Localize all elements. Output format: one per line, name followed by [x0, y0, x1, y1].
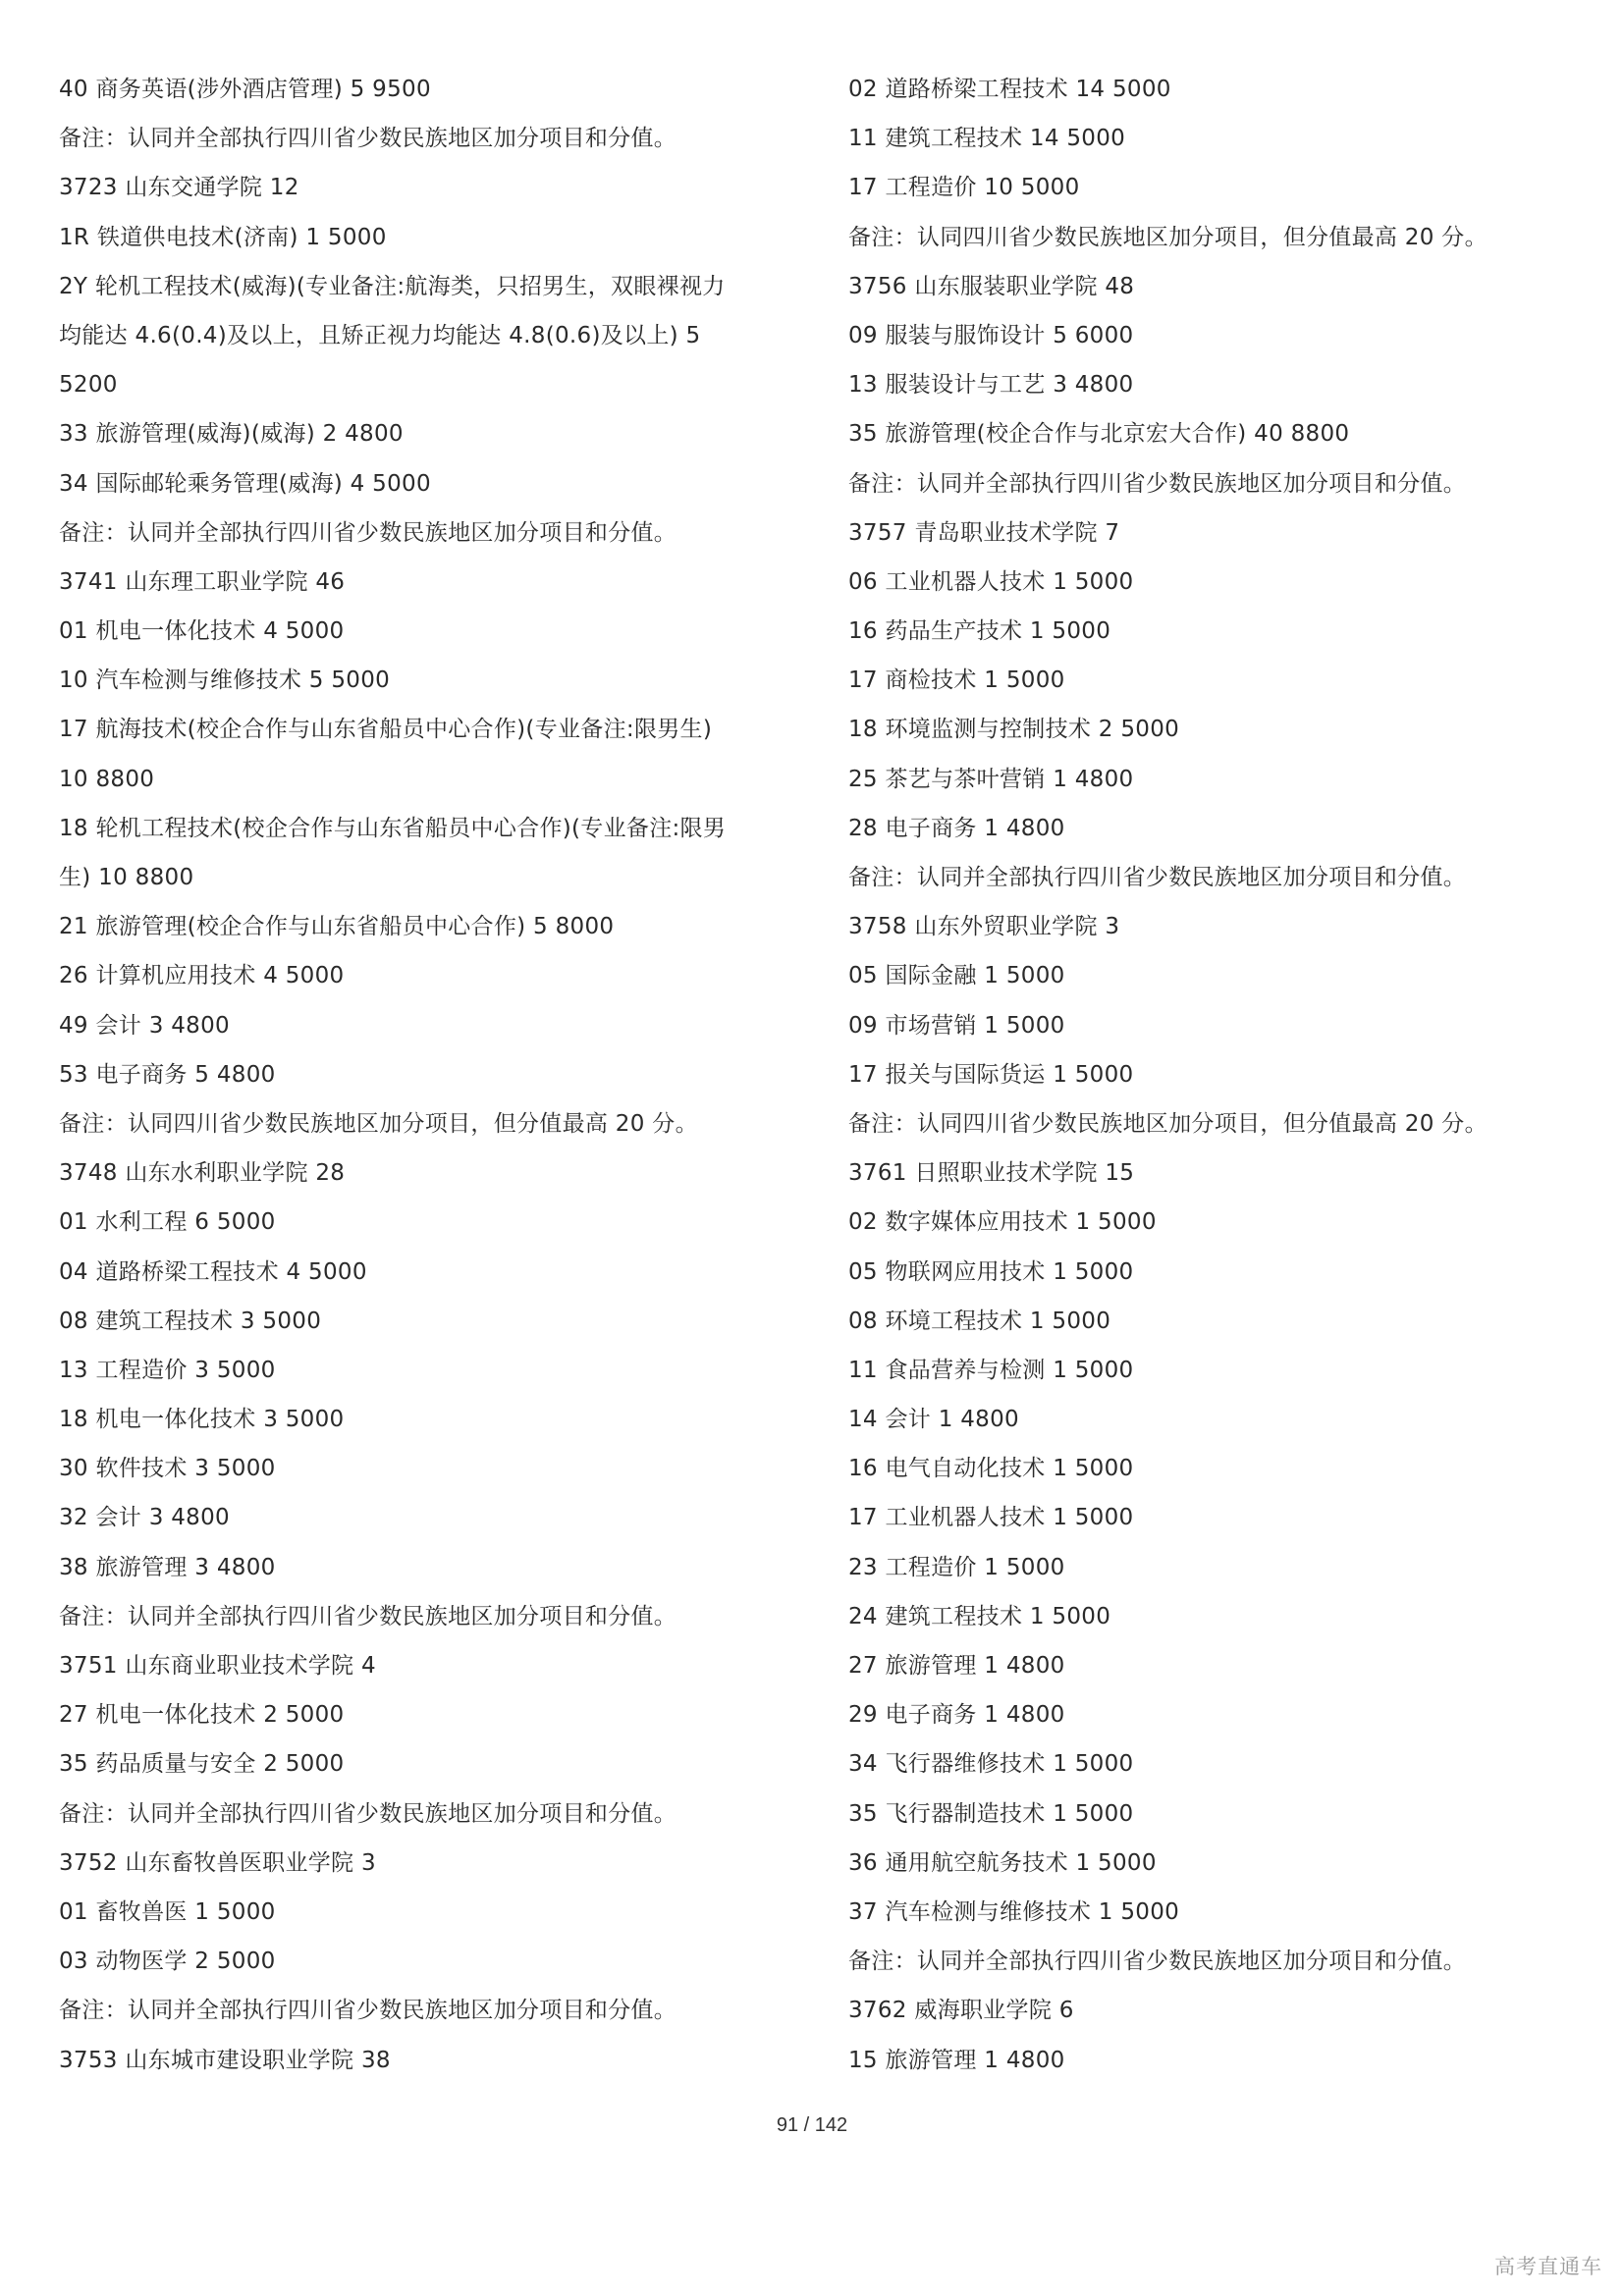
- text-line: 26 计算机应用技术 4 5000: [59, 963, 345, 989]
- text-line: 01 机电一体化技术 4 5000: [59, 618, 345, 645]
- text-line: 备注：认同并全部执行四川省少数民族地区加分项目和分值。: [848, 865, 1467, 890]
- text-line: 35 旅游管理(校企合作与北京宏大合作) 40 8800: [848, 421, 1350, 448]
- text-line: 02 道路桥梁工程技术 14 5000: [848, 77, 1171, 102]
- text-line: 36 通用航空航务技术 1 5000: [848, 1849, 1157, 1876]
- text-line: 15 旅游管理 1 4800: [848, 2047, 1065, 2073]
- text-line: 01 水利工程 6 5000: [59, 1209, 276, 1236]
- text-line: 08 环境工程技术 1 5000: [848, 1308, 1111, 1334]
- text-line: 17 商检技术 1 5000: [848, 667, 1065, 694]
- text-line: 05 国际金融 1 5000: [848, 963, 1065, 989]
- text-line: 备注：认同并全部执行四川省少数民族地区加分项目和分值。: [848, 1949, 1467, 1975]
- text-line: 3761 日照职业技术学院 15: [848, 1160, 1135, 1187]
- text-line: 18 机电一体化技术 3 5000: [59, 1407, 345, 1433]
- text-line: 备注：认同四川省少数民族地区加分项目，但分值最高 20 分。: [59, 1110, 698, 1137]
- text-line: 备注：认同并全部执行四川省少数民族地区加分项目和分值。: [848, 470, 1467, 497]
- text-line: 3758 山东外贸职业学院 3: [848, 914, 1120, 940]
- text-line: 09 服装与服饰设计 5 6000: [848, 322, 1134, 348]
- text-line: 30 软件技术 3 5000: [59, 1456, 276, 1482]
- text-line: 3753 山东城市建设职业学院 38: [59, 2047, 391, 2073]
- text-line: 10 8800: [59, 766, 155, 792]
- text-line: 35 飞行器制造技术 1 5000: [848, 1800, 1134, 1827]
- text-line: 13 服装设计与工艺 3 4800: [848, 372, 1134, 399]
- text-line: 18 环境监测与控制技术 2 5000: [848, 717, 1180, 743]
- text-line: 3752 山东畜牧兽医职业学院 3: [59, 1849, 376, 1876]
- text-line: 10 汽车检测与维修技术 5 5000: [59, 667, 391, 694]
- page-number: 91 / 142: [776, 2114, 848, 2136]
- text-line: 18 轮机工程技术(校企合作与山东省船员中心合作)(专业备注:限男: [59, 815, 727, 841]
- text-line: 16 药品生产技术 1 5000: [848, 618, 1111, 645]
- text-line: 备注：认同并全部执行四川省少数民族地区加分项目和分值。: [59, 1800, 677, 1827]
- text-line: 3762 威海职业学院 6: [848, 1998, 1074, 2024]
- text-line: 16 电气自动化技术 1 5000: [848, 1456, 1134, 1482]
- text-line: 37 汽车检测与维修技术 1 5000: [848, 1898, 1180, 1925]
- text-line: 23 工程造价 1 5000: [848, 1554, 1065, 1580]
- text-line: 34 国际邮轮乘务管理(威海) 4 5000: [59, 470, 431, 497]
- text-line: 03 动物医学 2 5000: [59, 1949, 276, 1975]
- text-line: 24 建筑工程技术 1 5000: [848, 1603, 1111, 1629]
- text-line: 27 旅游管理 1 4800: [848, 1653, 1065, 1679]
- text-line: 3757 青岛职业技术学院 7: [848, 519, 1120, 546]
- text-line: 06 工业机器人技术 1 5000: [848, 568, 1134, 595]
- text-line: 备注：认同并全部执行四川省少数民族地区加分项目和分值。: [59, 1603, 677, 1629]
- text-line: 3748 山东水利职业学院 28: [59, 1160, 346, 1187]
- text-line: 25 茶艺与茶叶营销 1 4800: [848, 766, 1134, 792]
- text-line: 5200: [59, 372, 118, 399]
- text-line: 53 电子商务 5 4800: [59, 1061, 276, 1088]
- text-line: 1R 铁道供电技术(济南) 1 5000: [59, 224, 387, 250]
- text-line: 3723 山东交通学院 12: [59, 175, 299, 201]
- text-line: 13 工程造价 3 5000: [59, 1357, 276, 1383]
- text-line: 备注：认同并全部执行四川省少数民族地区加分项目和分值。: [59, 519, 677, 546]
- text-line: 备注：认同四川省少数民族地区加分项目，但分值最高 20 分。: [848, 1110, 1488, 1137]
- right-column: [848, 65, 1595, 2085]
- text-line: 3741 山东理工职业学院 46: [59, 568, 346, 595]
- text-line: 33 旅游管理(威海)(威海) 2 4800: [59, 421, 404, 448]
- text-line: 09 市场营销 1 5000: [848, 1012, 1065, 1039]
- text-line: 3756 山东服装职业学院 48: [848, 273, 1135, 299]
- text-line: 01 畜牧兽医 1 5000: [59, 1898, 276, 1925]
- text-line: 35 药品质量与安全 2 5000: [59, 1751, 345, 1778]
- text-line: 均能达 4.6(0.4)及以上，且矫正视力均能达 4.8(0.6)及以上) 5: [59, 322, 701, 348]
- text-line: 17 报关与国际货运 1 5000: [848, 1061, 1134, 1088]
- left-column: [59, 65, 805, 2085]
- text-line: 02 数字媒体应用技术 1 5000: [848, 1209, 1157, 1236]
- text-line: 49 会计 3 4800: [59, 1012, 230, 1039]
- text-line: 11 食品营养与检测 1 5000: [848, 1357, 1134, 1383]
- text-line: 17 航海技术(校企合作与山东省船员中心合作)(专业备注:限男生): [59, 717, 713, 743]
- text-line: 08 建筑工程技术 3 5000: [59, 1308, 322, 1334]
- text-line: 29 电子商务 1 4800: [848, 1702, 1065, 1729]
- text-line: 17 工业机器人技术 1 5000: [848, 1505, 1134, 1531]
- text-line: 21 旅游管理(校企合作与山东省船员中心合作) 5 8000: [59, 914, 615, 940]
- text-line: 05 物联网应用技术 1 5000: [848, 1258, 1134, 1285]
- text-line: 17 工程造价 10 5000: [848, 175, 1080, 201]
- text-line: 32 会计 3 4800: [59, 1505, 230, 1531]
- text-line: 34 飞行器维修技术 1 5000: [848, 1751, 1134, 1778]
- text-line: 38 旅游管理 3 4800: [59, 1554, 276, 1580]
- text-line: 3751 山东商业职业技术学院 4: [59, 1653, 376, 1679]
- text-line: 2Y 轮机工程技术(威海)(专业备注:航海类，只招男生，双眼裸视力: [59, 273, 726, 299]
- text-line: 备注：认同四川省少数民族地区加分项目，但分值最高 20 分。: [848, 224, 1488, 250]
- text-line: 14 会计 1 4800: [848, 1407, 1019, 1433]
- watermark: 高考直通车: [1494, 2255, 1602, 2278]
- text-line: 40 商务英语(涉外酒店管理) 5 9500: [59, 77, 431, 102]
- text-line: 11 建筑工程技术 14 5000: [848, 126, 1126, 152]
- text-line: 04 道路桥梁工程技术 4 5000: [59, 1258, 367, 1285]
- text-line: 28 电子商务 1 4800: [848, 815, 1065, 841]
- text-line: 备注：认同并全部执行四川省少数民族地区加分项目和分值。: [59, 1998, 677, 2024]
- text-line: 27 机电一体化技术 2 5000: [59, 1702, 345, 1729]
- text-line: 生) 10 8800: [59, 865, 194, 890]
- text-line: 备注：认同并全部执行四川省少数民族地区加分项目和分值。: [59, 126, 677, 152]
